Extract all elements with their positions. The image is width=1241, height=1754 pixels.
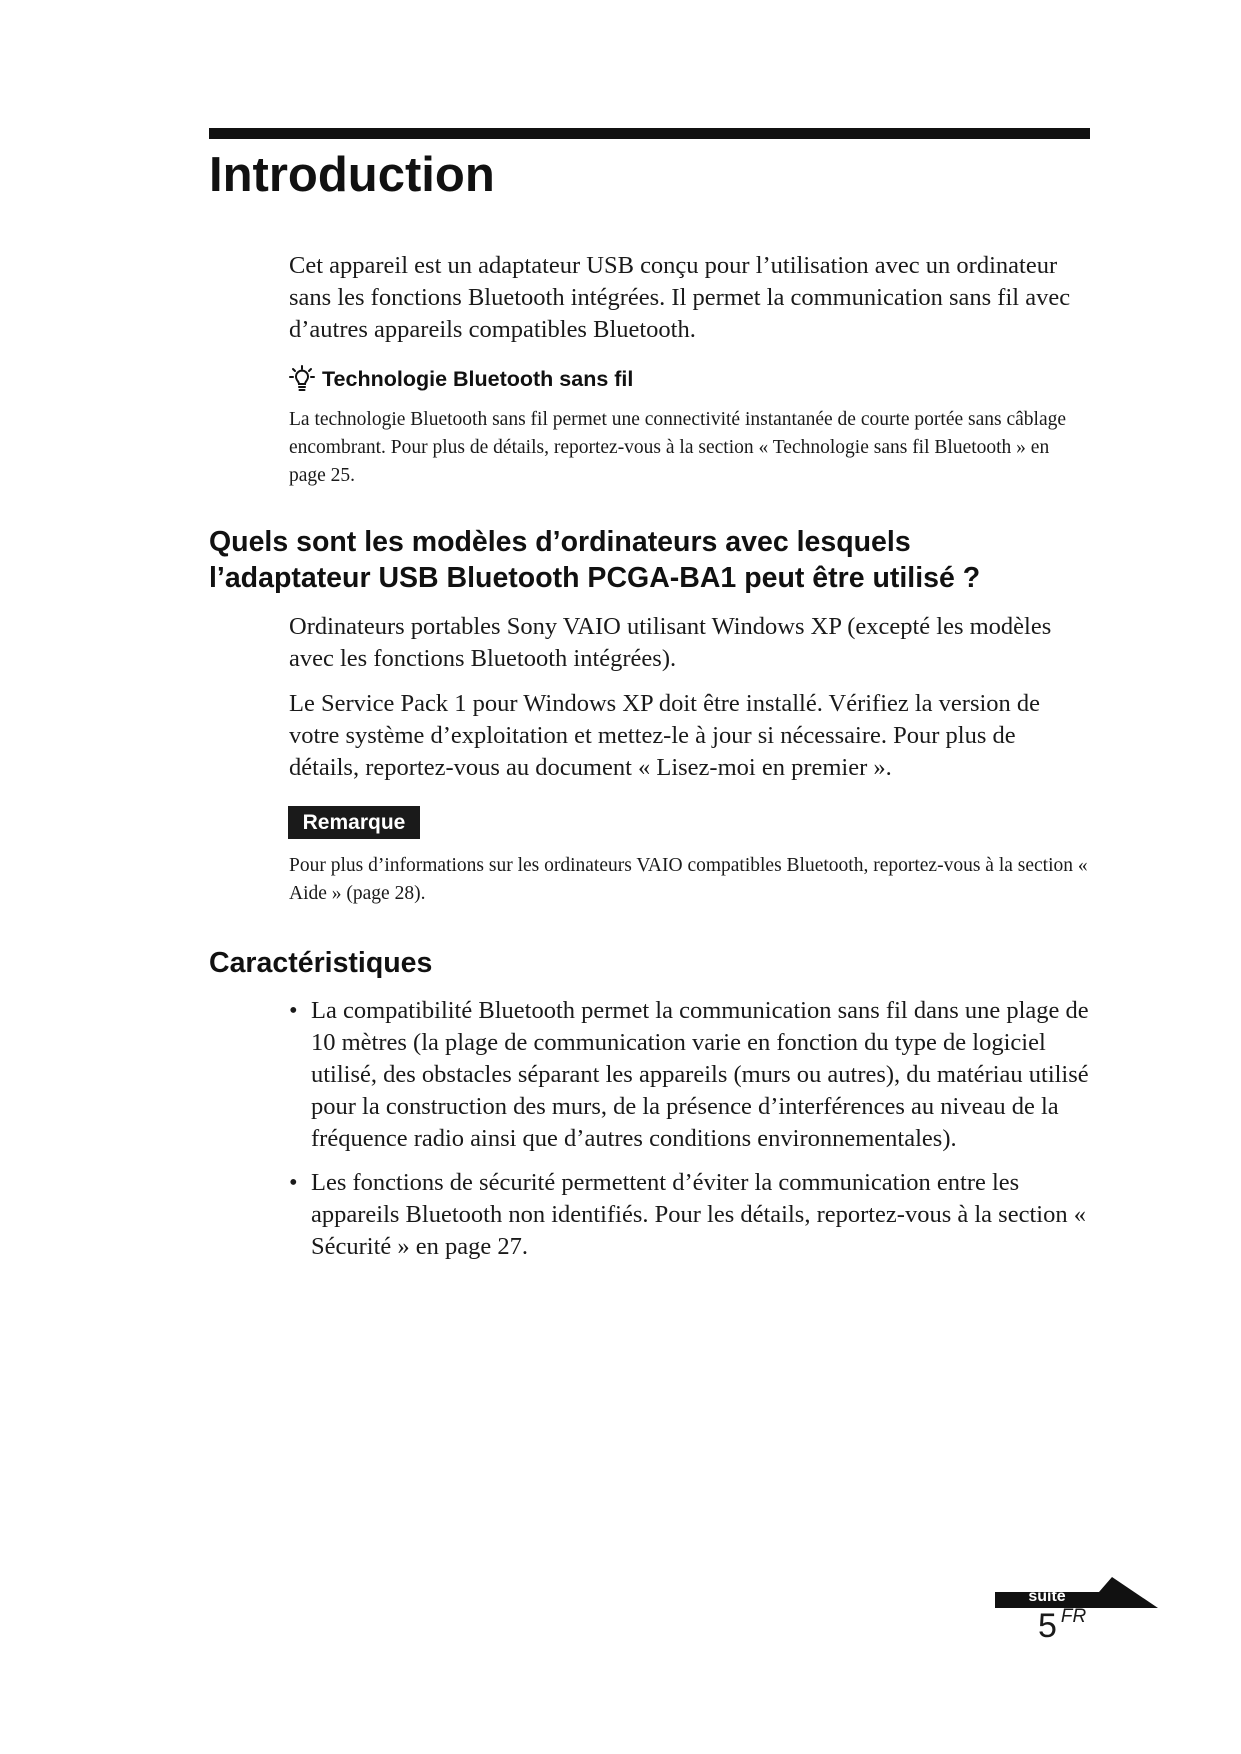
page-number-value: 5 (1038, 1607, 1057, 1645)
features-list (289, 995, 1099, 1275)
tip-heading (289, 365, 633, 393)
models-heading-line1: Quels sont les modèles d’ordinateurs avec lesquels (209, 526, 911, 558)
tip-heading-text: Technologie Bluetooth sans fil (322, 366, 634, 391)
intro-paragraph: Cet appareil est un adaptateur USB conçu pour l’utilisation avec un ordinateur sans les fonctions Bluetooth intégrées. Il permet la communication sans fil avec d’autres appareils compatibles Bluetooth. (289, 252, 1071, 343)
models-section-heading (209, 524, 980, 596)
bullet: • (289, 1169, 298, 1196)
lightbulb-icon (289, 365, 315, 393)
models-paragraph-1: Ordinateurs portables Sony VAIO utilisant Windows XP (excepté les modèles avec les fonctions Bluetooth intégrées). (289, 613, 1052, 672)
models-paragraph-2: Le Service Pack 1 pour Windows XP doit être installé. Vérifiez la version de votre système d’exploitation et mettez-le à jour si nécessaire. Pour plus de détails, reportez-vous au document « Lisez-moi en premier ». (289, 690, 1041, 781)
page-number (1038, 1606, 1086, 1646)
page-language-code: FR (1060, 1606, 1087, 1627)
feature-text: La compatibilité Bluetooth permet la communication sans fil dans une plage de 10 mètres (la plage de communication varie en fonction du type de logiciel utilisé, des obstacles séparant les appareils (murs ou autres), du matériau utilisé pour la construction des murs, de la présence d’interférences au niveau de la fréquence radio ainsi que d’autres conditions environnementales). (311, 997, 1089, 1152)
features-heading: Caractéristiques (209, 947, 433, 979)
bullet: • (289, 997, 298, 1024)
note-text: Pour plus d’informations sur les ordinateurs VAIO compatibles Bluetooth, reportez-vous à la section « Aide » (page 28). (289, 855, 1088, 904)
list-item (289, 1167, 1099, 1263)
note-badge: Remarque (288, 806, 420, 839)
top-rule (209, 128, 1090, 139)
page-title: Introduction (209, 148, 495, 202)
tip-text: La technologie Bluetooth sans fil permet une connectivité instantanée de courte portée sans câblage encombrant. Pour plus de détails, reportez-vous à la section « Technologie sans fil Bluetooth » en page 25. (289, 409, 1067, 486)
feature-text: Les fonctions de sécurité permettent d’éviter la communication entre les appareils Bluetooth non identifiés. Pour les détails, reportez-vous à la section « Sécurité » en page 27. (311, 1169, 1086, 1260)
models-heading-line2: l’adaptateur USB Bluetooth PCGA-BA1 peut être utilisé ? (209, 562, 981, 594)
list-item (289, 995, 1099, 1155)
continue-label: suite (1028, 1588, 1066, 1605)
